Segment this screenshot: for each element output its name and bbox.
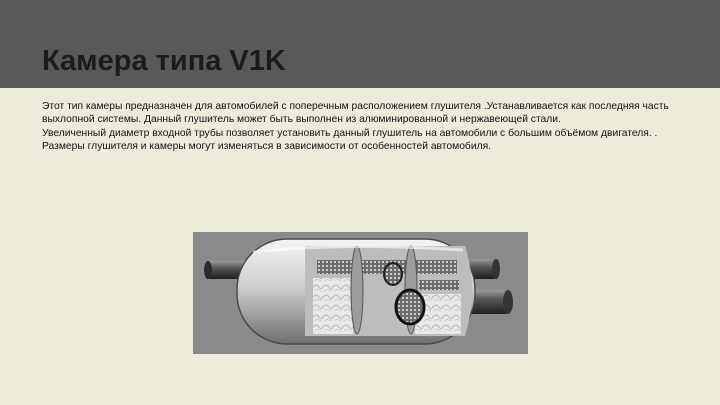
perforated-tube-right	[419, 280, 459, 290]
slide-title: Камера типа V1K	[42, 45, 286, 77]
muffler-cutaway-image	[193, 232, 528, 354]
core-large	[396, 290, 424, 324]
sound-absorbing-wool	[313, 278, 353, 334]
baffle-1	[351, 246, 363, 334]
slide-body	[42, 100, 682, 153]
paragraph-description: Этот тип камеры предназначен для автомобилей с поперечным расположением глушителя .Устанавливается как последняя часть выхлопной системы. Данный глушитель может быть выполнен из алюминированной и нержавеющей стали.	[42, 101, 669, 126]
core-small	[384, 263, 402, 285]
paragraph-diameter: Увеличенный диаметр входной трубы позволяет установить данный глушитель на автомобили с большим объёмом двигателя. . Размеры глушителя и камеры могут изменяться в зависимости от особенностей автомобиля.	[42, 127, 658, 152]
